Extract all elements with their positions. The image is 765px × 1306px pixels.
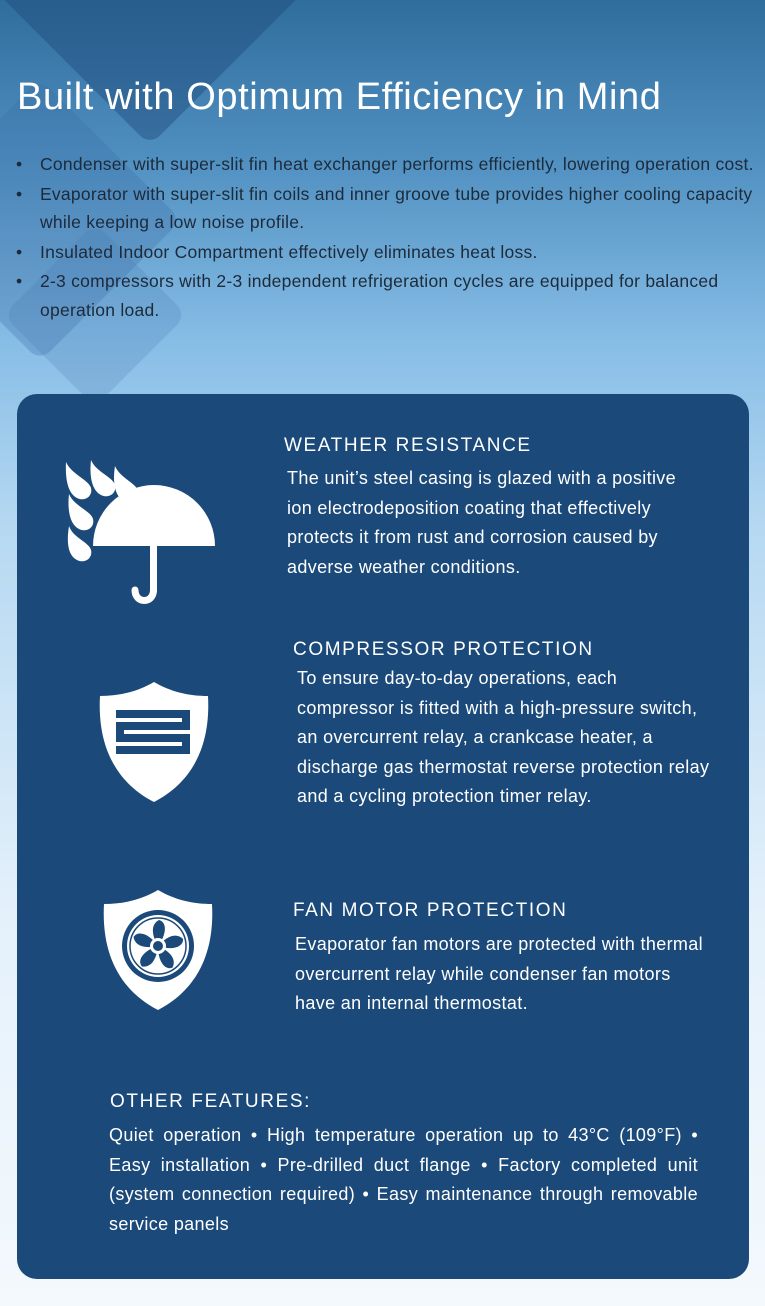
- umbrella-rain-icon: [63, 460, 221, 608]
- compressor-protection-title: COMPRESSOR PROTECTION: [293, 639, 594, 660]
- weather-resistance-title: WEATHER RESISTANCE: [284, 435, 532, 456]
- fan-motor-protection-title: FAN MOTOR PROTECTION: [293, 900, 568, 921]
- features-card: [17, 394, 749, 1279]
- efficiency-bullet-list: [14, 150, 754, 325]
- shield-coil-icon: [99, 680, 209, 804]
- fan-motor-protection-text: Evaporator fan motors are protected with thermal overcurrent relay while condenser fan motors have an internal thermostat.: [295, 934, 703, 1013]
- bullet-item: • Insulated Indoor Compartment effectively eliminates heat loss.: [14, 238, 754, 267]
- other-features-title: OTHER FEATURES:: [110, 1091, 311, 1112]
- weather-resistance-text: The unit’s steel casing is glazed with a positive ion electrodeposition coating that effectively protects it from rust and corrosion caused by adverse weather conditions.: [287, 468, 677, 577]
- other-features-text: Quiet operation • High temperature operation up to 43°C (109°F) • Easy installation • Pre-drilled duct flange • Factory completed unit (system connection required) • Easy maintenance through removable service panels: [109, 1125, 698, 1234]
- bullet-item: • 2-3 compressors with 2-3 independent refrigeration cycles are equipped for balanced operation load.: [14, 267, 754, 324]
- bullet-item: • Evaporator with super-slit fin coils and inner groove tube provides higher cooling capacity while keeping a low noise profile.: [14, 180, 754, 237]
- shield-fan-icon: [103, 888, 213, 1012]
- page-title: Built with Optimum Efficiency in Mind: [17, 76, 662, 118]
- compressor-protection-text: To ensure day-to-day operations, each compressor is fitted with a high-pressure switch, an overcurrent relay, a crankcase heater, a discharge gas thermostat reverse protection relay and a cycling protection timer relay.: [297, 668, 710, 806]
- bullet-item: • Condenser with super-slit fin heat exchanger performs efficiently, lowering operation cost.: [14, 150, 754, 179]
